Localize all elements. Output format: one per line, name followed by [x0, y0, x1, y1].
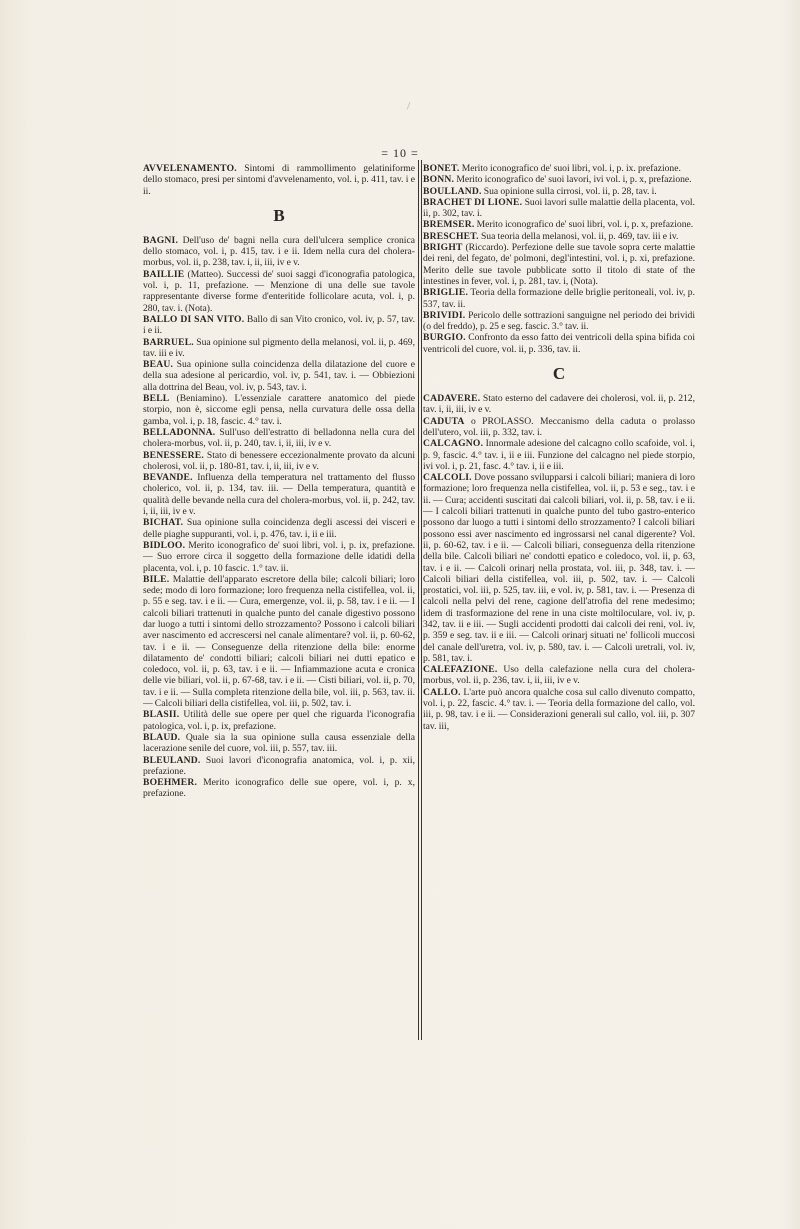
index-entry — [423, 287, 695, 310]
entry-text: Merito iconografico de' suoi lavori, ivi vol. i, p. x, prefazione. — [456, 174, 692, 186]
entry-headword: BLASII. — [143, 709, 180, 721]
entry-headword: CADUTA — [423, 415, 465, 427]
index-entry — [143, 472, 415, 517]
entry-text: L'arte può ancora qualche cosa sul callo divenuto compatto, vol. i, p. 22, fascic. 4.° tav. i. — Teoria della formazione del callo, vol. iii, p. 98, tav. i e ii. — Considerazioni generali sul callo, vol. iii, p. 307 tav. iii, — [423, 686, 695, 732]
page-number: = 10 = — [381, 146, 419, 160]
entry-headword: BRIGLIE. — [423, 287, 469, 299]
entry-headword: BEVANDE. — [143, 472, 193, 484]
index-entry — [143, 269, 415, 314]
index-entry — [143, 314, 415, 337]
entry-headword: CALEFAZIONE. — [423, 664, 498, 676]
entry-headword: BREMSER. — [423, 219, 475, 231]
entry-headword: BONET. — [423, 163, 460, 174]
index-entry — [143, 163, 415, 197]
index-entry — [143, 540, 415, 574]
index-entry — [423, 310, 695, 333]
entry-headword: CALLO. — [423, 686, 461, 698]
index-entry — [423, 242, 695, 287]
right-column — [423, 163, 695, 732]
entry-text: Merito iconografico de' suoi libri, vol. i, p. ix, prefazione. — Suo errore circa il soggetto della formazione delle idatidi della placenta, vol. i, p. 10 fascic. 1.° tav. ii. — [143, 539, 415, 574]
entry-headword: BARRUEL. — [143, 336, 194, 348]
entry-headword: BILE. — [143, 573, 170, 585]
entry-headword: BONN. — [423, 174, 455, 186]
entry-text: Influenza della temperatura nel trattamento del flusso cholerico, vol. ii, p. 134, tav. iii. — Della temperatura, quantità e qualità delle bevande nella cura del cholera-morbus, vol. ii, p. 242, tav. i, ii, iii, iv e v. — [143, 472, 415, 518]
entry-text: Merito iconografico de' suoi libri, vol. i, p. ix. prefazione. — [461, 163, 681, 174]
entry-headword: BELLADONNA. — [143, 426, 216, 438]
entry-headword: BOEHMER. — [143, 777, 198, 789]
entry-text: Uso della calefazione nella cura del cholera-morbus, vol. ii, p. 236, tav. i, ii, iii, iv e v. — [423, 664, 696, 687]
entry-text: Teoria della formazione delle briglie peritoneali, vol. iv, p. 537, tav. ii. — [423, 287, 695, 310]
entry-text: Merito iconografico delle sue opere, vol. i, p. x, prefazione. — [143, 777, 415, 800]
index-entry — [143, 359, 415, 393]
section-letter: B — [273, 205, 285, 225]
entry-text: Pericolo delle sottrazioni sanguigne nel periodo dei brividi (o del freddo), p. 25 e seg. fascic. 3.° tav. ii. — [423, 309, 696, 333]
entry-text: (Matteo). Successi de' suoi saggi d'iconografia patologica, vol. i, p. 11, prefazione. — Menzione di una delle sue tavole rappresentante diverse forme d'enteritide follicolare acuta, vol. i, p. 280, tav. i. (Nota). — [143, 268, 415, 314]
index-entry — [143, 732, 415, 755]
index-entry — [423, 197, 695, 220]
entry-headword: BICHAT. — [143, 517, 184, 529]
index-entry — [143, 337, 415, 360]
index-entry — [143, 574, 415, 710]
index-entry — [423, 219, 695, 230]
entry-text: Merito iconografico de' suoi libri, vol. i, p. x, prefazione. — [476, 219, 694, 231]
entry-text: Sintomi di rammollimento gelatiniforme dello stomaco, presi per sintomi d'avvelenamento, vol. i, p. 411, tav. i e ii. — [143, 163, 415, 197]
entry-headword: CALCAGNO. — [423, 438, 484, 450]
index-entry — [143, 235, 415, 269]
index-entry — [423, 664, 695, 687]
index-entry — [143, 450, 415, 473]
index-entry — [423, 472, 695, 664]
section-letter: C — [552, 364, 566, 384]
index-entry — [143, 709, 415, 732]
entry-headword: CADAVERE. — [423, 393, 481, 405]
entry-text: Quale sia la sua opinione sulla causa essenziale della lacerazione senile del cuore, vol. iii, p. 557, tav. iii. — [143, 731, 415, 755]
entry-headword: BOULLAND. — [423, 185, 482, 197]
column-divider-second-rule — [421, 160, 422, 1040]
entry-headword: BENESSERE. — [143, 449, 204, 461]
entry-text: Sull'uso dell'estratto di belladonna nella cura del cholera-morbus, vol. ii, p. 240, tav. i, ii, iii, iv e v. — [143, 426, 415, 450]
index-entry — [143, 517, 415, 540]
entry-text: Stato di benessere eccezionalmente provato da alcuni cholerosi, vol. ii, p. 180-81, tav. i, ii, iii, iv e v. — [143, 449, 415, 472]
entry-text: Malattie dell'apparato escretore della bile; calcoli biliari; loro sede; modo di loro formazione; loro frequenza nella cistifellea, vol. ii, p. 55 e seg. tav. i e ii. — Cura, emergenze, vol. ii, p. 58, tav. i e ii. — I calcoli biliari trattenuti in qualche punto del canale digestivo possono dar luogo a tutti i sintomi dello strozzamento? Possono i calcoli biliari aver nascimento ed accrescersi nel canale alimentare? vol. ii, p. 60-62, tav. i e ii. — Conseguenze della ritenzione della bile: enorme dilatamento de' condotti biliari; calcoli biliari nei dutti epatico e coledoco, vol. ii, p. 63, tav. i e ii. — Infiammazione acuta e cronica delle vie biliari, vol. ii, p. 67-68, tav. i e ii. — Cisti biliari, vol. ii, p. 70, tav. i e ii. — Sulla completa ritenzione della bile, vol. iii, p. 563, tav. ii. — Calcoli biliari della cistifellea, vol. iii, p. 502, tav. i. — [143, 573, 415, 710]
index-entry — [423, 186, 695, 197]
entry-headword: BEAU. — [143, 359, 174, 371]
entry-text: Dell'uso de' bagni nella cura dell'ulcera semplice cronica dello stomaco, vol. i, p. 415, tav. i e ii. Idem nella cura del cholera-morbus, vol. ii, p. 238, tav. i, ii, iii, iv e v. — [143, 234, 415, 269]
entry-text: Suoi lavori sulle malattie della placenta, vol. ii, p. 302, tav. i. — [423, 196, 695, 220]
index-entry — [423, 174, 695, 185]
entry-text: Sua opinione sul pigmento della melanosi, vol. ii, p. 469, tav. iii e iv. — [143, 336, 415, 359]
entry-text: Innormale adesione del calcagno collo scafoide, vol. i, p. 9, fascic. 4.° tav. i, ii e iii. Funzione del calcagno nel piede storpio, ivi vol. i, p. 21, fasc. 4.° tav. i, ii e iii. — [423, 438, 696, 472]
column-divider — [418, 160, 419, 1040]
entry-headword: BAILLIE — [143, 268, 185, 280]
entry-headword: CALCOLI. — [423, 472, 472, 484]
entry-headword: BIDLOO. — [143, 539, 186, 551]
entry-text: Stato esterno del cadavere dei cholerosi, vol. ii, p. 212, tav. i, ii, iii, iv e v. — [423, 393, 695, 416]
index-entry — [423, 687, 695, 732]
entry-headword: BAGNI. — [143, 234, 179, 246]
index-entry — [423, 416, 695, 439]
entry-text: Sua opinione sulla coincidenza della dilatazione del cuore e della sua adesione al pericardio, vol. iv, p. 541, tav. i. — Obbiezioni alla dottrina del Beau, vol. iv, p. 543, tav. i. — [143, 359, 415, 393]
entry-text: Utilità delle sue opere per quel che riguarda l'iconografia patologica, vol. i, p. ix, prefazione. — [143, 709, 415, 732]
index-entry — [423, 393, 695, 416]
entry-text: o PROLASSO. Meccanismo della caduta o prolasso dell'utero, vol. iii, p. 332, tav. i. — [423, 415, 696, 438]
entry-headword: BURGIO. — [423, 332, 466, 344]
entry-headword: BRACHET DI LIONE. — [423, 196, 523, 208]
index-entry — [143, 755, 415, 778]
index-entry — [423, 231, 695, 242]
entry-headword: BRIGHT — [423, 242, 463, 254]
entry-headword: BLEULAND. — [143, 754, 201, 766]
entry-text: Sua opinione sulla cirrosi, vol. ii, p. 28, tav. i. — [483, 185, 657, 197]
entry-text: Confronto da esso fatto dei ventricoli della spina bifida coi ventricoli del cuore, vol. ii, p. 336, tav. ii. — [423, 332, 696, 355]
entry-text: Dove possano svilupparsi i calcoli biliari; maniera di loro formazione; loro frequenza nella cistifellea, vol. ii, p. 53 e seg., tav. i e ii. — Cura; accidenti suscitati dai calcoli biliari, vol. ii, p. 58, tav. i e ii. — I calcoli biliari trattenuti in qualche punto del tubo gastro-enterico possono dar luogo a tutti i sintomi dello strozzamento? I calcoli biliari possono essi aver nascimento ed ingrossarsi nel canal digerente? Vol. ii, p. 60-62, tav. i e ii. — Calcoli biliari, conseguenza della ritenzione della bile. Calcoli biliari ne' condotti epatico e coledoco, vol. ii, p. 63, tav. i e ii. — Calcoli orinarj nella prostata, vol. iii, p. 348, tav. i. — Calcoli biliari della cistifellea, vol. iii, p. 502, tav. i. — Calcoli prostatici, vol. iii, p. 525, tav. iii, e vol. iv, p. 581, tav. i. — Presenza di calcoli nella pelvi del rene, cagione dell'atrofia del rene medesimo; idem di trasformazione del rene in una ciste moltiloculare, vol. iv, p. 342, tav. ii e iii. — Sugli accidenti prodotti dai calcoli dei reni, vol. iv, p. 359 e seg. tav. ii e iii. — Calcoli orinarj situati ne' follicoli muccosi del canale dell'uretra, vol. iv, p. 580, tav. i. — Calcoli uretrali, vol. iv, p. 581, tav. i. — [423, 472, 695, 664]
entry-text: Suoi lavori d'iconografia anatomica, vol. i, p. xii, prefazione. — [143, 754, 415, 777]
entry-text: Ballo di san Vito cronico, vol. iv, p. 57, tav. i e ii. — [143, 313, 415, 337]
entry-text: Sua teoria della melanosi, vol. ii, p. 469, tav. iii e iv. — [480, 230, 679, 242]
left-column — [143, 163, 415, 800]
index-entry — [423, 438, 695, 472]
entry-text: (Beniamino). L'essenziale carattere anatomico del piede storpio, non è, siccome egli pensa, nella curvatura delle ossa della gamba, vol. i, p. 18, fascic. 4.° tav. i. — [143, 393, 416, 427]
entry-headword: AVVELENAMENTO. — [143, 163, 237, 174]
index-entry — [423, 332, 695, 355]
entry-headword: BRIVIDI. — [423, 309, 466, 321]
index-entry — [143, 393, 415, 427]
entry-headword: BELL — [143, 393, 170, 405]
entry-headword: BLAUD. — [143, 731, 181, 743]
index-entry — [423, 163, 695, 174]
entry-text: Sua opinione sulla coincidenza degli ascessi dei visceri e delle piaghe suppuranti, vol. i, p. 476, tav. i, ii e iii. — [143, 517, 416, 540]
entry-headword: BALLO DI SAN VITO. — [143, 313, 245, 325]
entry-headword: BRESCHET. — [423, 230, 479, 242]
index-entry — [143, 777, 415, 800]
entry-text: (Riccardo). Perfezione delle sue tavole sopra certe malattie dei reni, del fegato, de' polmoni, degl'intestini, vol. i, p. xi, prefazione. Merito delle sue tavole pubblicate sotto il titolo di state of the intestines in fever, vol. i, p. 281, tav. i, (Nota). — [423, 242, 696, 287]
index-entry — [143, 427, 415, 450]
